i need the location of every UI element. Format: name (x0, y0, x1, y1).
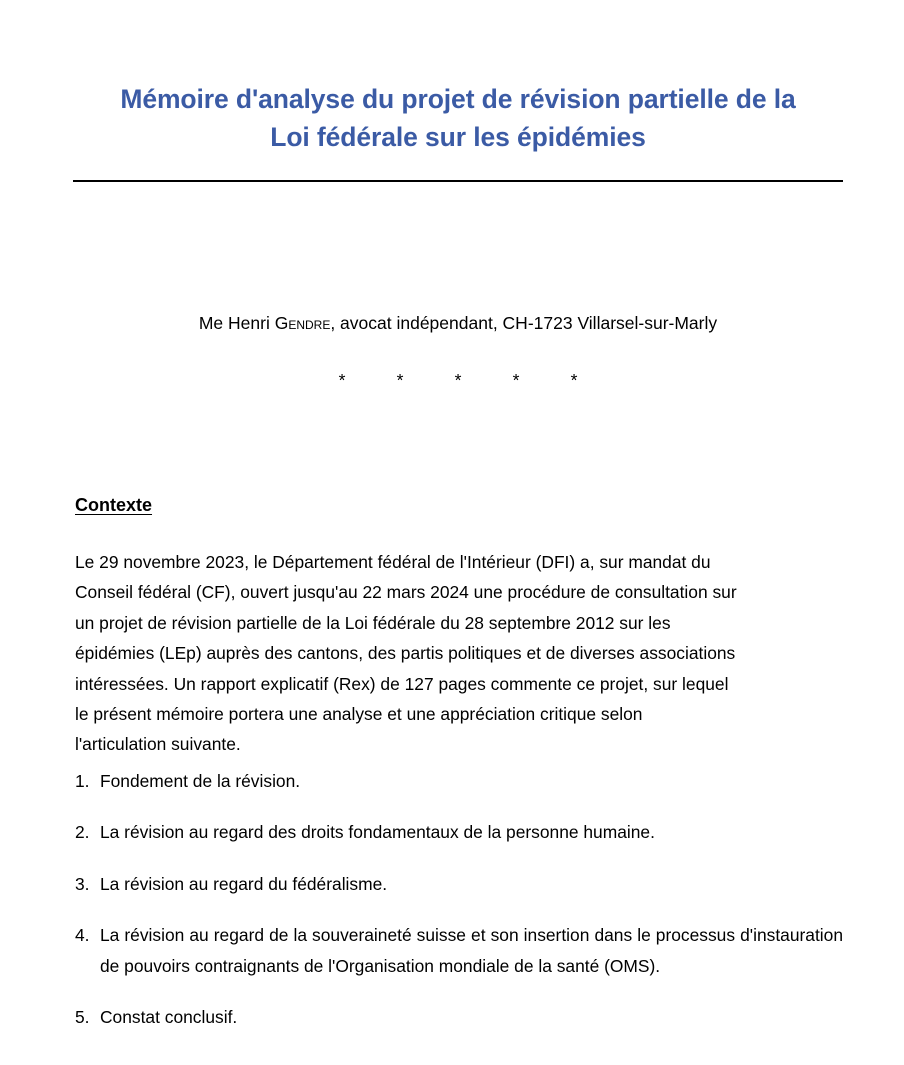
paragraph-line: un projet de révision partielle de la Loi fédérale du 28 septembre 2012 sur les (75, 612, 671, 633)
author-suffix: , avocat indépendant, CH-1723 Villarsel-sur-Marly (330, 313, 718, 333)
page-title-line-1: Mémoire d'analyse du projet de révision partielle de la (120, 83, 796, 114)
asterisk-glyph-1: * (338, 370, 346, 390)
list-item-number: 2. (75, 822, 90, 843)
paragraph-line: l'articulation suivante. (75, 734, 241, 755)
list-item-label: La révision au regard du fédéralisme. (100, 873, 388, 894)
list-item-label: La révision au regard de la souveraineté suisse et son insertion dans le processus d'instauration de pouvoirs contraignants de l'Organisation mondiale de la santé (OMS). (100, 925, 843, 976)
list-item-label: Fondement de la révision. (100, 771, 301, 791)
list-item (75, 817, 843, 847)
paragraph-line: intéressées. Un rapport explicatif (Rex) de 127 pages commente ce projet, sur lequel (75, 673, 729, 694)
list-item-number: 3. (75, 873, 90, 894)
author-prefix: Me Henri (198, 313, 275, 333)
context-paragraph (75, 547, 843, 760)
list-item (75, 1002, 843, 1032)
page-title-line-2: Loi fédérale sur les épidémies (270, 121, 646, 152)
list-item-number: 5. (75, 1007, 90, 1028)
list-item-label: Constat conclusif. (100, 1007, 238, 1028)
list-item (75, 869, 843, 899)
list-item (75, 766, 843, 796)
section-heading-contexte: Contexte (75, 495, 153, 515)
list-item-number: 1. (75, 771, 90, 791)
page-title (73, 80, 843, 156)
asterisk-separator (73, 369, 843, 391)
asterisk-glyph-4: * (512, 370, 520, 390)
list-item (75, 920, 843, 981)
asterisk-glyph-3: * (454, 370, 462, 390)
title-divider (73, 180, 843, 182)
asterisk-glyph-2: * (396, 370, 404, 390)
paragraph-line: le présent mémoire portera une analyse et une appréciation critique selon (75, 704, 643, 725)
paragraph-line: Conseil fédéral (CF), ouvert jusqu'au 22 mars 2024 une procédure de consultation sur (75, 582, 737, 603)
author-byline (73, 310, 843, 336)
list-item-label: La révision au regard des droits fondamentaux de la personne humaine. (100, 822, 655, 843)
paragraph-line: épidémies (LEp) auprès des cantons, des partis politiques et de diverses associations (75, 643, 736, 664)
outline-list (75, 766, 843, 1032)
list-item-number: 4. (75, 925, 90, 946)
paragraph-line: Le 29 novembre 2023, le Département fédéral de l'Intérieur (DFI) a, sur mandat du (75, 552, 711, 572)
author-surname: Gendre (274, 313, 331, 333)
asterisk-glyph-5: * (570, 370, 578, 390)
